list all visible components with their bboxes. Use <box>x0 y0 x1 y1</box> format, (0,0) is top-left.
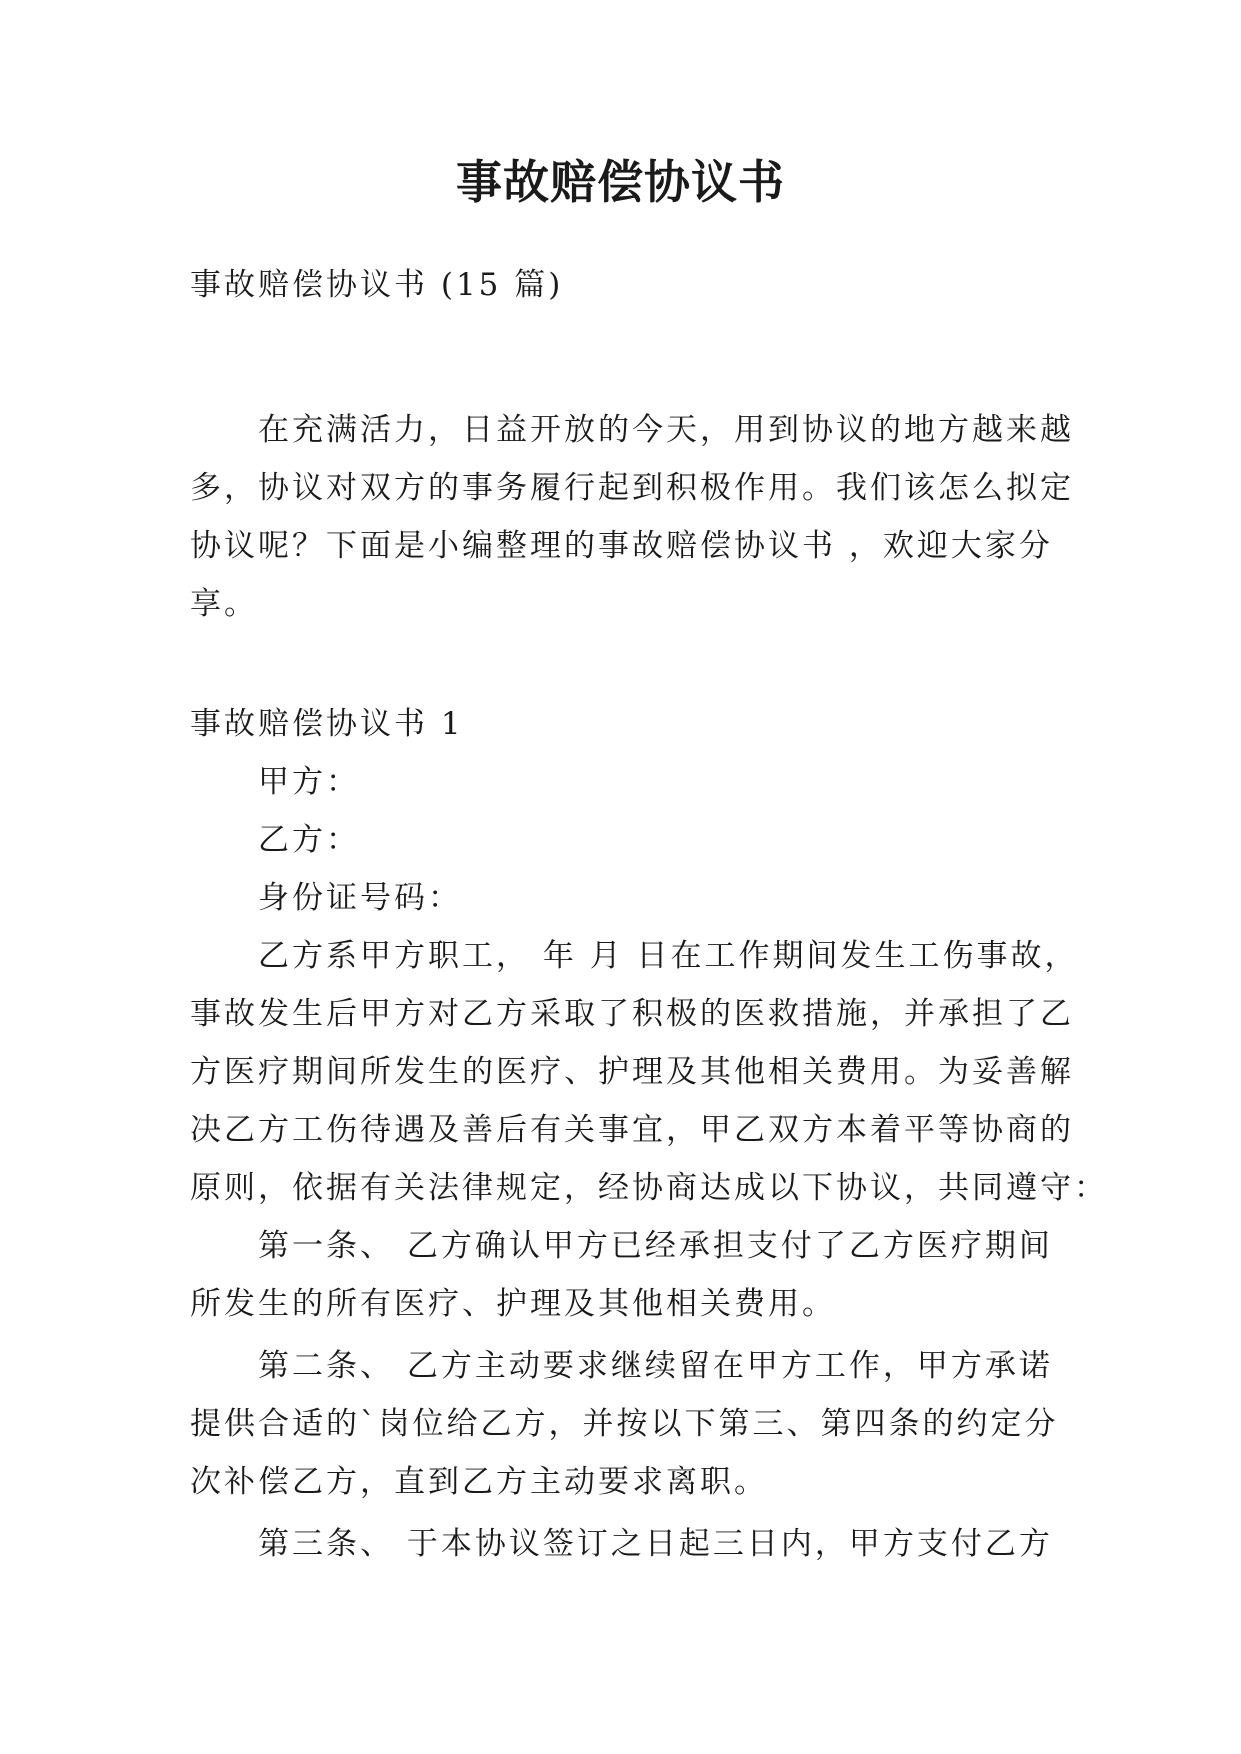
article-1-line: 所发生的所有医疗、护理及其他相关费用。 <box>190 1286 836 1322</box>
article-3-line: 第三条、 于本协议签订之日起三日内，甲方支付乙方 <box>258 1526 1053 1562</box>
intro-line: 享。 <box>190 586 258 622</box>
paragraph-line: 事故发生后甲方对乙方采取了积极的医救措施，并承担了乙 <box>190 996 1074 1032</box>
document-title: 事故赔偿协议书 <box>456 155 785 209</box>
paragraph-line: 方医疗期间所发生的医疗、护理及其他相关费用。为妥善解 <box>190 1054 1074 1090</box>
intro-line: 协议呢？下面是小编整理的事故赔偿协议书 ，欢迎大家分 <box>190 528 1053 564</box>
article-2-line: 第二条、 乙方主动要求继续留在甲方工作，甲方承诺 <box>258 1348 1053 1384</box>
article-1-line: 第一条、 乙方确认甲方已经承担支付了乙方医疗期间 <box>258 1228 1053 1264</box>
intro-line: 在充满活力，日益开放的今天，用到协议的地方越来越 <box>258 412 1074 448</box>
article-2-line: 提供合适的`岗位给乙方，并按以下第三、第四条的约定分 <box>190 1406 1059 1442</box>
party-a-label: 甲方： <box>258 764 360 800</box>
paragraph-line: 决乙方工伤待遇及善后有关事宜，甲乙双方本着平等协商的 <box>190 1112 1074 1148</box>
intro-line: 多，协议对双方的事务履行起到积极作用。我们该怎么拟定 <box>190 470 1074 506</box>
section-heading: 事故赔偿协议书 1 <box>190 706 464 742</box>
id-number-label: 身份证号码： <box>258 880 462 916</box>
party-b-label: 乙方： <box>258 822 360 858</box>
article-2-line: 次补偿乙方，直到乙方主动要求离职。 <box>190 1464 768 1500</box>
paragraph-line: 乙方系甲方职工， 年 月 日在工作期间发生工伤事故， <box>258 938 1079 974</box>
paragraph-line: 原则，依据有关法律规定，经协商达成以下协议，共同遵守： <box>190 1170 1108 1206</box>
document-subtitle: 事故赔偿协议书 (15 篇) <box>190 267 564 303</box>
